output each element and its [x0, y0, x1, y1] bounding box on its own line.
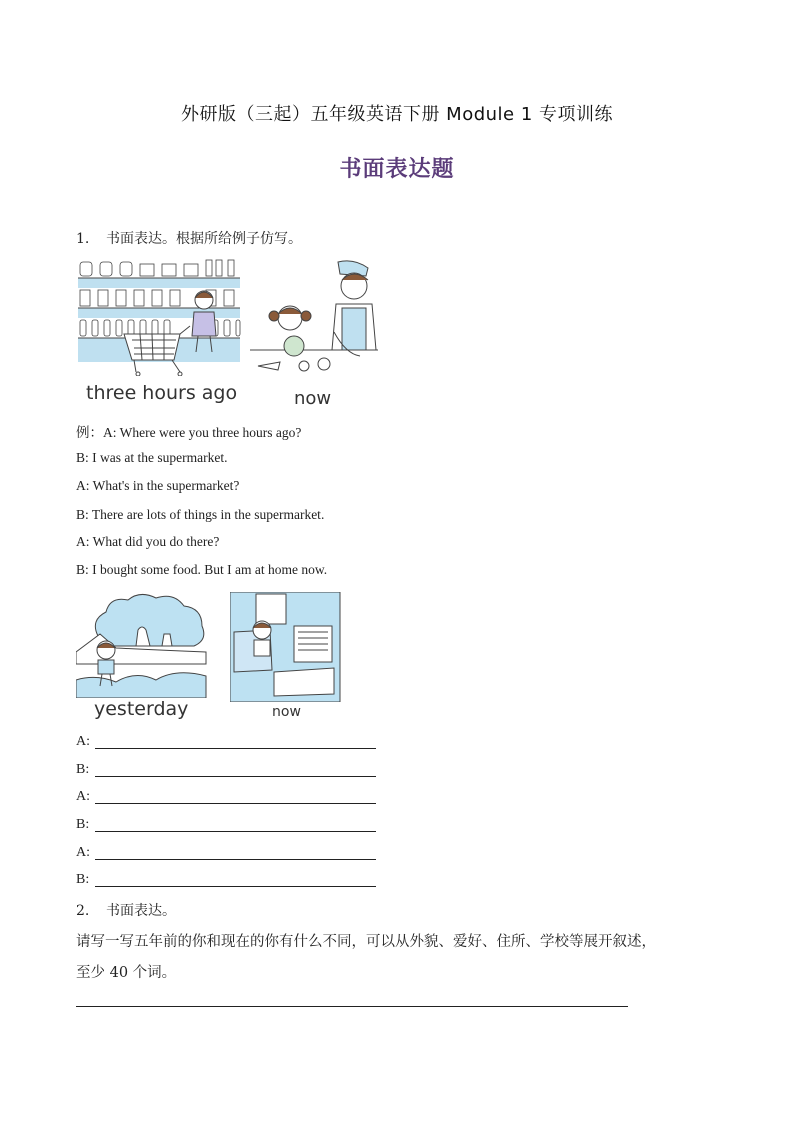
speaker-label: B: [76, 872, 90, 887]
question-1-heading [76, 228, 302, 248]
example-line: A: What's in the supermarket? [76, 478, 240, 493]
question-instruction: 书面表达。根据所给例子仿写。 [106, 231, 302, 247]
answer-row [76, 817, 89, 833]
example-line: B: There are lots of things in the supermarket. [76, 507, 325, 522]
caption-yesterday: yesterday [94, 698, 189, 720]
question-number: 1. [76, 231, 90, 247]
caption-three-hours-ago: three hours ago [86, 382, 238, 404]
answer-row [76, 789, 90, 805]
speaker-label: B: [76, 762, 90, 777]
answer-blank[interactable] [95, 886, 376, 887]
park-illustration [76, 590, 208, 698]
question-2-heading [76, 900, 176, 920]
living-room-illustration [230, 592, 342, 702]
kitchen-illustration [250, 258, 380, 380]
caption-now-practice: now [272, 704, 301, 720]
section-subtitle: 书面表达题 [339, 156, 455, 182]
page-title: 外研版（三起）五年级英语下册 Module 1 专项训练 [180, 104, 614, 125]
question-2-prompt-line-1: 请写一写五年前的你和现在的你有什么不同，可以从外貌、爱好、住所、学校等展开叙述， [76, 934, 656, 950]
answer-blank[interactable] [95, 803, 376, 804]
answer-blank[interactable] [95, 859, 376, 860]
answer-blank[interactable] [95, 748, 376, 749]
question-number: 2. [76, 903, 90, 919]
example-line: B: I bought some food. But I am at home now. [76, 562, 328, 577]
caption-now: now [294, 388, 332, 409]
writing-answer-line[interactable] [76, 1006, 628, 1007]
speaker-label: B: [76, 817, 90, 832]
speaker-label: A: [76, 789, 90, 804]
example-line: 例：A: Where were you three hours ago? [76, 425, 302, 440]
answer-blank[interactable] [95, 831, 376, 832]
example-line: A: What did you do there? [76, 534, 220, 549]
supermarket-illustration [76, 256, 242, 376]
speaker-label: A: [76, 734, 90, 749]
question-instruction: 书面表达。 [106, 903, 176, 919]
speaker-label: A: [76, 845, 90, 860]
answer-blank[interactable] [95, 776, 376, 777]
question-2-prompt-line-2: 至少 40 个词。 [76, 965, 177, 981]
answer-row [76, 762, 89, 778]
answer-row [76, 845, 90, 861]
answer-row [76, 872, 89, 888]
answer-row [76, 734, 90, 750]
example-line: B: I was at the supermarket. [76, 450, 228, 465]
